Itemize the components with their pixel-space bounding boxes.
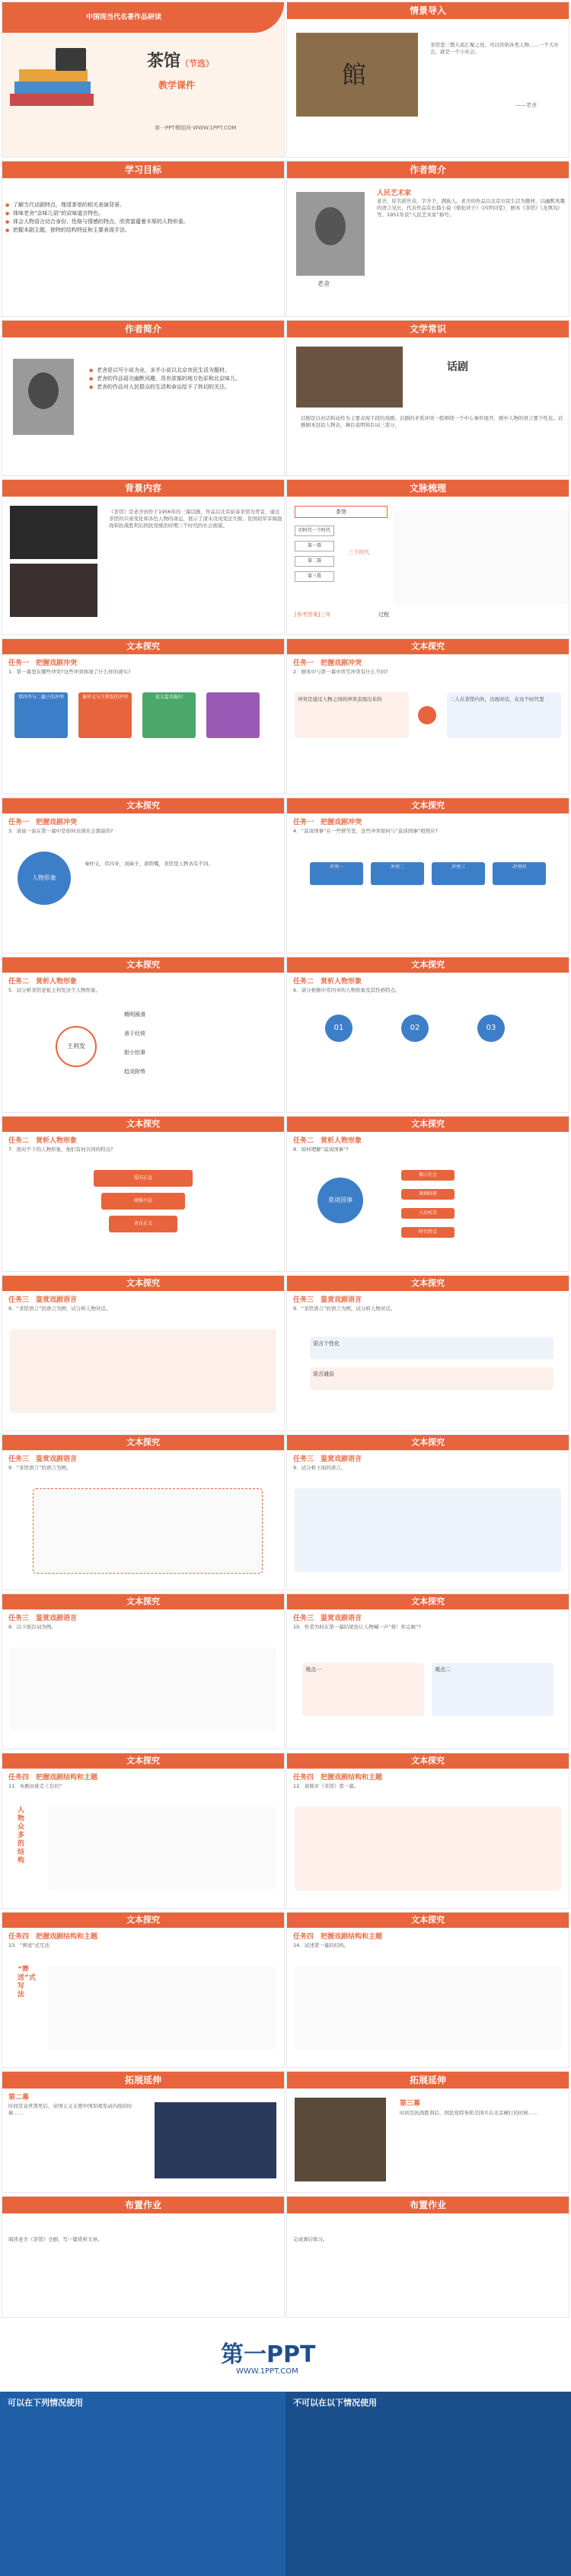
task-label: 任务二 赏析人物形象 <box>8 978 78 986</box>
slide-28-header: 拓展延伸 <box>287 2072 569 2089</box>
slide-18-header: 文本探究 <box>287 1276 569 1291</box>
vertical-label: 人物众多的结构 <box>18 1807 25 1865</box>
notes-box <box>48 1966 276 2050</box>
banner-right-title: 不可以在以下情况使用 <box>293 2398 377 2408</box>
slide-6 <box>286 320 569 476</box>
cover-series: 中国现当代名著作品研读 <box>86 14 162 21</box>
character-text: 秦仲义，常四爷，刘麻子，唐铁嘴，茶馆里人物各有不同。 <box>85 861 213 867</box>
opinion-box: 观点一 <box>302 1663 424 1716</box>
task-label: 任务二 赏析人物形象 <box>8 1137 78 1145</box>
author-label: 人民艺术家 <box>377 190 412 197</box>
task-label: 任务三 鉴赏戏剧语言 <box>8 1296 78 1304</box>
slide-11-header: 文本探究 <box>2 798 284 813</box>
author-text: 老舍，原名舒庆春，字舍予，满族人。老舍的作品以北京市民生活为题材，以幽默风趣的语言见长。代表作品有长篇小说《骆驼祥子》《四世同堂》，剧本《茶馆》《龙须沟》等。1951年获“人民艺术家”称号。 <box>377 198 565 218</box>
slide-6-header: 文学常识 <box>287 321 569 337</box>
level-bar: 刚强不屈 <box>101 1193 185 1210</box>
branch-item: 讽刺政府 <box>401 1189 455 1200</box>
stage-photo <box>155 2102 276 2178</box>
slide-30 <box>286 2196 569 2318</box>
task-label: 任务三 鉴赏戏剧语言 <box>8 1456 78 1463</box>
slide-8 <box>286 479 569 635</box>
books-illustration <box>10 48 109 124</box>
text-block <box>295 1966 561 2050</box>
slide-25 <box>2 1912 285 2068</box>
slide-26 <box>286 1912 569 2068</box>
cover-subtitle: 教学课件 <box>158 80 196 91</box>
character-center: 王利发 <box>56 1026 97 1067</box>
structure-text <box>394 510 569 605</box>
question: 9．“茶馆语言”的语言为例，试分析人物对话。 <box>293 1306 396 1312</box>
slide-29 <box>2 2196 285 2318</box>
goal-item: ● 体味老舍“京味儿语”的京味道言特色。 <box>2 209 284 218</box>
author-portrait-2 <box>13 359 74 435</box>
slide-25-header: 文本探究 <box>2 1913 284 1928</box>
stage-photo <box>295 2098 386 2181</box>
conflict-tile: 冲突四 <box>493 862 546 885</box>
task-label: 任务三 鉴赏戏剧语言 <box>293 1615 362 1622</box>
act-title: 第二幕 <box>8 2094 30 2101</box>
author-name: 老舍 <box>317 280 330 287</box>
task-label: 任务一 把握戏剧冲突 <box>293 660 362 667</box>
question: 6．请分析剧中常四爷的人物形象及其性格特点。 <box>293 987 400 993</box>
slide-23-header: 文本探究 <box>2 1753 284 1769</box>
versus-circle <box>418 706 436 724</box>
slide-22-header: 文本探究 <box>287 1594 569 1609</box>
slide-14 <box>286 957 569 1113</box>
slide-3 <box>2 161 285 317</box>
task-label: 任务二 赏析人物形象 <box>293 1137 362 1145</box>
opinion-box: 观点二 <box>432 1663 553 1716</box>
question: 7．面对不下的人物形象，他们有何共同的特点? <box>8 1146 113 1152</box>
goal-item: ● 把握本剧主题，独特的结构特征和主要表现手法。 <box>2 226 284 235</box>
character-bubble: 人物形象 <box>18 852 71 905</box>
drama-text: 话剧是以对话和动作为主要表现手段的戏剧。话剧的矛盾冲突一般围绕一个中心事件展开，剧中人物的语言要个性化。话剧剧本包括人物表、舞台说明和台词三部分。 <box>301 415 563 428</box>
cover-title-text: 茶馆 <box>147 52 181 71</box>
structure-side: 三个时代 <box>348 549 369 555</box>
question: 9．“茶馆语言”的语言为例。 <box>8 1465 72 1471</box>
level-bar: 善良正义 <box>109 1216 177 1232</box>
question: 13．“葬送”式写法 <box>8 1942 50 1948</box>
structure-item: 第一幕 <box>295 541 334 551</box>
slide-10-header: 文本探究 <box>287 639 569 654</box>
level-bar: 爱国正直 <box>94 1170 193 1187</box>
slide-2-header: 情景导入 <box>287 2 569 19</box>
question: 9．“茶馆语言”的语言为例，试分析人物对话。 <box>8 1306 111 1312</box>
slide-9 <box>2 638 285 794</box>
trait-item: 精明圆滑 <box>124 1012 145 1018</box>
slide-5 <box>2 320 285 476</box>
banner-left-panel <box>0 2392 286 2576</box>
task-label: 任务一 把握戏剧冲突 <box>8 819 78 826</box>
slide-9-header: 文本探究 <box>2 639 284 654</box>
trait-item: 善于经营 <box>124 1031 145 1037</box>
act-title: 第三幕 <box>400 2100 421 2108</box>
slide-30-header: 布置作业 <box>287 2197 569 2213</box>
slide-2 <box>286 2 569 158</box>
task-label: 任务三 鉴赏戏剧语言 <box>293 1296 362 1304</box>
slide-8-header: 文脉梳理 <box>287 480 569 497</box>
question: 1．第一幕里在哪些冲突?这些冲突体现了什么样的现实? <box>8 669 131 675</box>
point-box: 语言个性化 <box>310 1337 553 1360</box>
conflict-card: 秦仲义与王利发的冲突 <box>78 692 132 738</box>
slide-22 <box>286 1593 569 1750</box>
act-text: 时间是抗战胜利后，国民党特务和美国兵在北京横行的时候…… <box>400 2110 538 2116</box>
task-label: 任务一 把握戏剧冲突 <box>293 819 362 826</box>
conflict-tile: 冲突二 <box>371 862 424 885</box>
slide-19-header: 文本探究 <box>2 1435 284 1450</box>
slide-3-header: 学习目标 <box>2 161 284 178</box>
task-label: 任务三 鉴赏戏剧语言 <box>293 1456 362 1463</box>
trait-item: 胆小怕事 <box>124 1050 145 1056</box>
structure-root: 茶馆 <box>295 506 388 518</box>
question: 5．试分析茶馆老板王利发这个人物形象。 <box>8 987 101 993</box>
author-portrait <box>296 192 365 276</box>
stage-photo <box>296 347 403 407</box>
slide-5-header: 作者简介 <box>2 321 284 337</box>
slide-21 <box>2 1593 285 1750</box>
task-label: 任务二 赏析人物形象 <box>293 978 362 986</box>
question: 14．试述第一幕的结构。 <box>293 1942 349 1948</box>
slide-2-text: 茶馆里三教九流汇聚之处。可以容纳各类人物……一个大社会，就是一个小社会。 <box>430 42 559 55</box>
right-explanation: 二人在茶馆内外，出现对话，在这个时代里 <box>447 692 561 738</box>
background-text: 《茶馆》是老舍创作于1956年的三幕话剧，作品以北京裕泰茶馆为背景，通过茶馆的兴衰变化和各色人物的命运，展示了清末戊戌变法失败、民国初年军阀混战和抗战胜利后国民党统治时期三个时代的社会面貌。 <box>109 509 282 529</box>
branch-item: 人民疾苦 <box>401 1208 455 1219</box>
structure-tail: 过程 <box>378 612 389 618</box>
slide-7 <box>2 479 285 635</box>
question: 9．以下面台词为例。 <box>8 1624 56 1630</box>
slide-21-header: 文本探究 <box>2 1594 284 1609</box>
task-label: 任务四 把握戏剧结构和主题 <box>8 1774 98 1782</box>
quote-box <box>33 1488 263 1574</box>
structure-item: 第三幕 <box>295 571 334 582</box>
conflict-tile: 冲突三 <box>432 862 485 885</box>
slide-2-signature: ——老舍 <box>515 102 537 108</box>
slide-12 <box>286 797 569 954</box>
conflict-card: 常四爷与二德子的冲突 <box>14 692 68 738</box>
slide-29-header: 布置作业 <box>2 2197 284 2213</box>
question: 9．试分析下面的语言。 <box>293 1465 346 1471</box>
slide-20 <box>286 1434 569 1590</box>
slide-15-header: 文本探究 <box>2 1117 284 1132</box>
banner-logo: 第一PPT <box>221 2341 316 2368</box>
drama-title: 话剧 <box>447 361 468 373</box>
slide-13-header: 文本探究 <box>2 957 284 973</box>
slide-12-header: 文本探究 <box>287 798 569 813</box>
task-label: 任务一 把握戏剧冲突 <box>8 660 78 667</box>
slide-17-header: 文本探究 <box>2 1276 284 1291</box>
question: 4．“莫谈国事”在一些情节里，这些冲突如何与“莫谈国事”相照应? <box>293 828 439 834</box>
slide-26-header: 文本探究 <box>287 1913 569 1928</box>
banner-url: WWW.1PPT.COM <box>236 2367 298 2376</box>
step-circle: 01 <box>325 1015 352 1042</box>
slide-cover <box>2 2 285 158</box>
cover-footer: 第一PPT模版网-WWW.1PPT.COM <box>155 125 237 131</box>
dialogue-box <box>10 1329 276 1413</box>
question: 8．如何理解“莫谈国事”? <box>293 1146 349 1152</box>
slide-20-header: 文本探究 <box>287 1435 569 1450</box>
author-intro-item: ● 老舍的作品语言幽默风趣，具有浓郁的地方色彩和北京味儿。 <box>86 375 276 383</box>
question: 12．请简评《茶馆》第一幕。 <box>293 1783 359 1789</box>
slide-19 <box>2 1434 285 1590</box>
slide-23 <box>2 1753 285 1909</box>
conflict-card: 庞太监买媳妇 <box>142 692 196 738</box>
vertical-label: “葬送”式写法 <box>18 1966 36 1999</box>
left-explanation: 冲突是通过人物之间的冲突表现出来的 <box>295 692 409 738</box>
slide-16 <box>286 1116 569 1272</box>
slide-4-header: 作者简介 <box>287 161 569 178</box>
banner-right-panel <box>286 2392 571 2576</box>
question: 2．剧本中与第一幕中所写冲突有什么不同? <box>293 669 388 675</box>
author-intro-item: ● 老舍是以写小说为业，多半小说以北京市民生活为题材。 <box>86 366 276 375</box>
teahouse-sign: 館 <box>342 60 367 89</box>
task-label: 任务四 把握戏剧结构和主题 <box>8 1933 98 1941</box>
comment-box <box>295 1807 561 1890</box>
structure-note: [参考答案]三年 <box>295 612 331 618</box>
task-label: 任务四 把握戏剧结构和主题 <box>293 1933 383 1941</box>
author-intro-item: ● 老舍的作品对人民群众的生活和命运给予了热切的关注。 <box>86 383 276 392</box>
task-label: 任务三 鉴赏戏剧语言 <box>8 1615 78 1622</box>
trait-item: 趋炎附势 <box>124 1069 145 1075</box>
structure-item: 旧时代一个时代 <box>295 526 334 536</box>
structure-item: 第二幕 <box>295 556 334 567</box>
teahouse-photo <box>296 33 418 117</box>
act-text: 时间是袁世凯死后，帝国主义支使中国军阀发动内战的时候…… <box>8 2103 132 2116</box>
slide-17 <box>2 1275 285 1431</box>
step-circle: 03 <box>477 1015 505 1042</box>
slide-27 <box>2 2071 285 2193</box>
slide-10 <box>286 638 569 794</box>
slide-15 <box>2 1116 285 1272</box>
background-photo-1 <box>10 506 97 559</box>
question: 11．本剧由谁走上台的？ <box>8 1783 65 1789</box>
conflict-tile: 冲突一 <box>310 862 363 885</box>
slide-16-header: 文本探究 <box>287 1117 569 1132</box>
slide-11 <box>2 797 285 954</box>
slide-28 <box>286 2071 569 2193</box>
script-box <box>10 1648 276 1731</box>
slide-27-header: 拓展延伸 <box>2 2072 284 2089</box>
slide-18 <box>286 1275 569 1431</box>
goal-item: ● 体会人物语言切合身份、性格与情感的特点，欣赏富蕴着丰厚的人物形象。 <box>2 218 284 226</box>
cover-title <box>147 48 214 72</box>
ppt-banner <box>0 2323 571 2576</box>
step-circle: 02 <box>401 1015 429 1042</box>
cover-title-note: （节选） <box>180 59 215 69</box>
branch-item: 时代特点 <box>401 1227 455 1238</box>
question: 10．作者为何在第一幕结尾处让人物喊一声“将！你完啦”? <box>293 1624 421 1630</box>
branch-item: 揭示社会 <box>401 1170 455 1181</box>
point-box: 语言通俗 <box>310 1367 553 1390</box>
homework-text: 阅读老舍《茶馆》全剧，写一篇赏析文章。 <box>8 2236 103 2242</box>
question: 3．请说一说在第一幕中是如何表现社会黑暗的? <box>8 828 113 834</box>
task-label: 任务四 把握戏剧结构和主题 <box>293 1774 383 1782</box>
slide-4 <box>286 161 569 317</box>
slide-14-header: 文本探究 <box>287 957 569 973</box>
center-circle: 莫谈国事 <box>317 1178 363 1223</box>
slide-24 <box>286 1753 569 1909</box>
banner-left-title: 可以在下列情况使用 <box>8 2398 83 2408</box>
goal-item: ● 了解当代话剧特点，理清茶馆的相关表演背景。 <box>2 201 284 209</box>
structure-box <box>48 1807 276 1890</box>
conflict-card-extra <box>206 692 260 738</box>
analysis-box <box>295 1488 561 1572</box>
slide-24-header: 文本探究 <box>287 1753 569 1769</box>
slide-13 <box>2 957 285 1113</box>
background-photo-2 <box>10 564 97 617</box>
slide-7-header: 背景内容 <box>2 480 284 497</box>
homework-text: 完成课后练习。 <box>293 2236 328 2242</box>
